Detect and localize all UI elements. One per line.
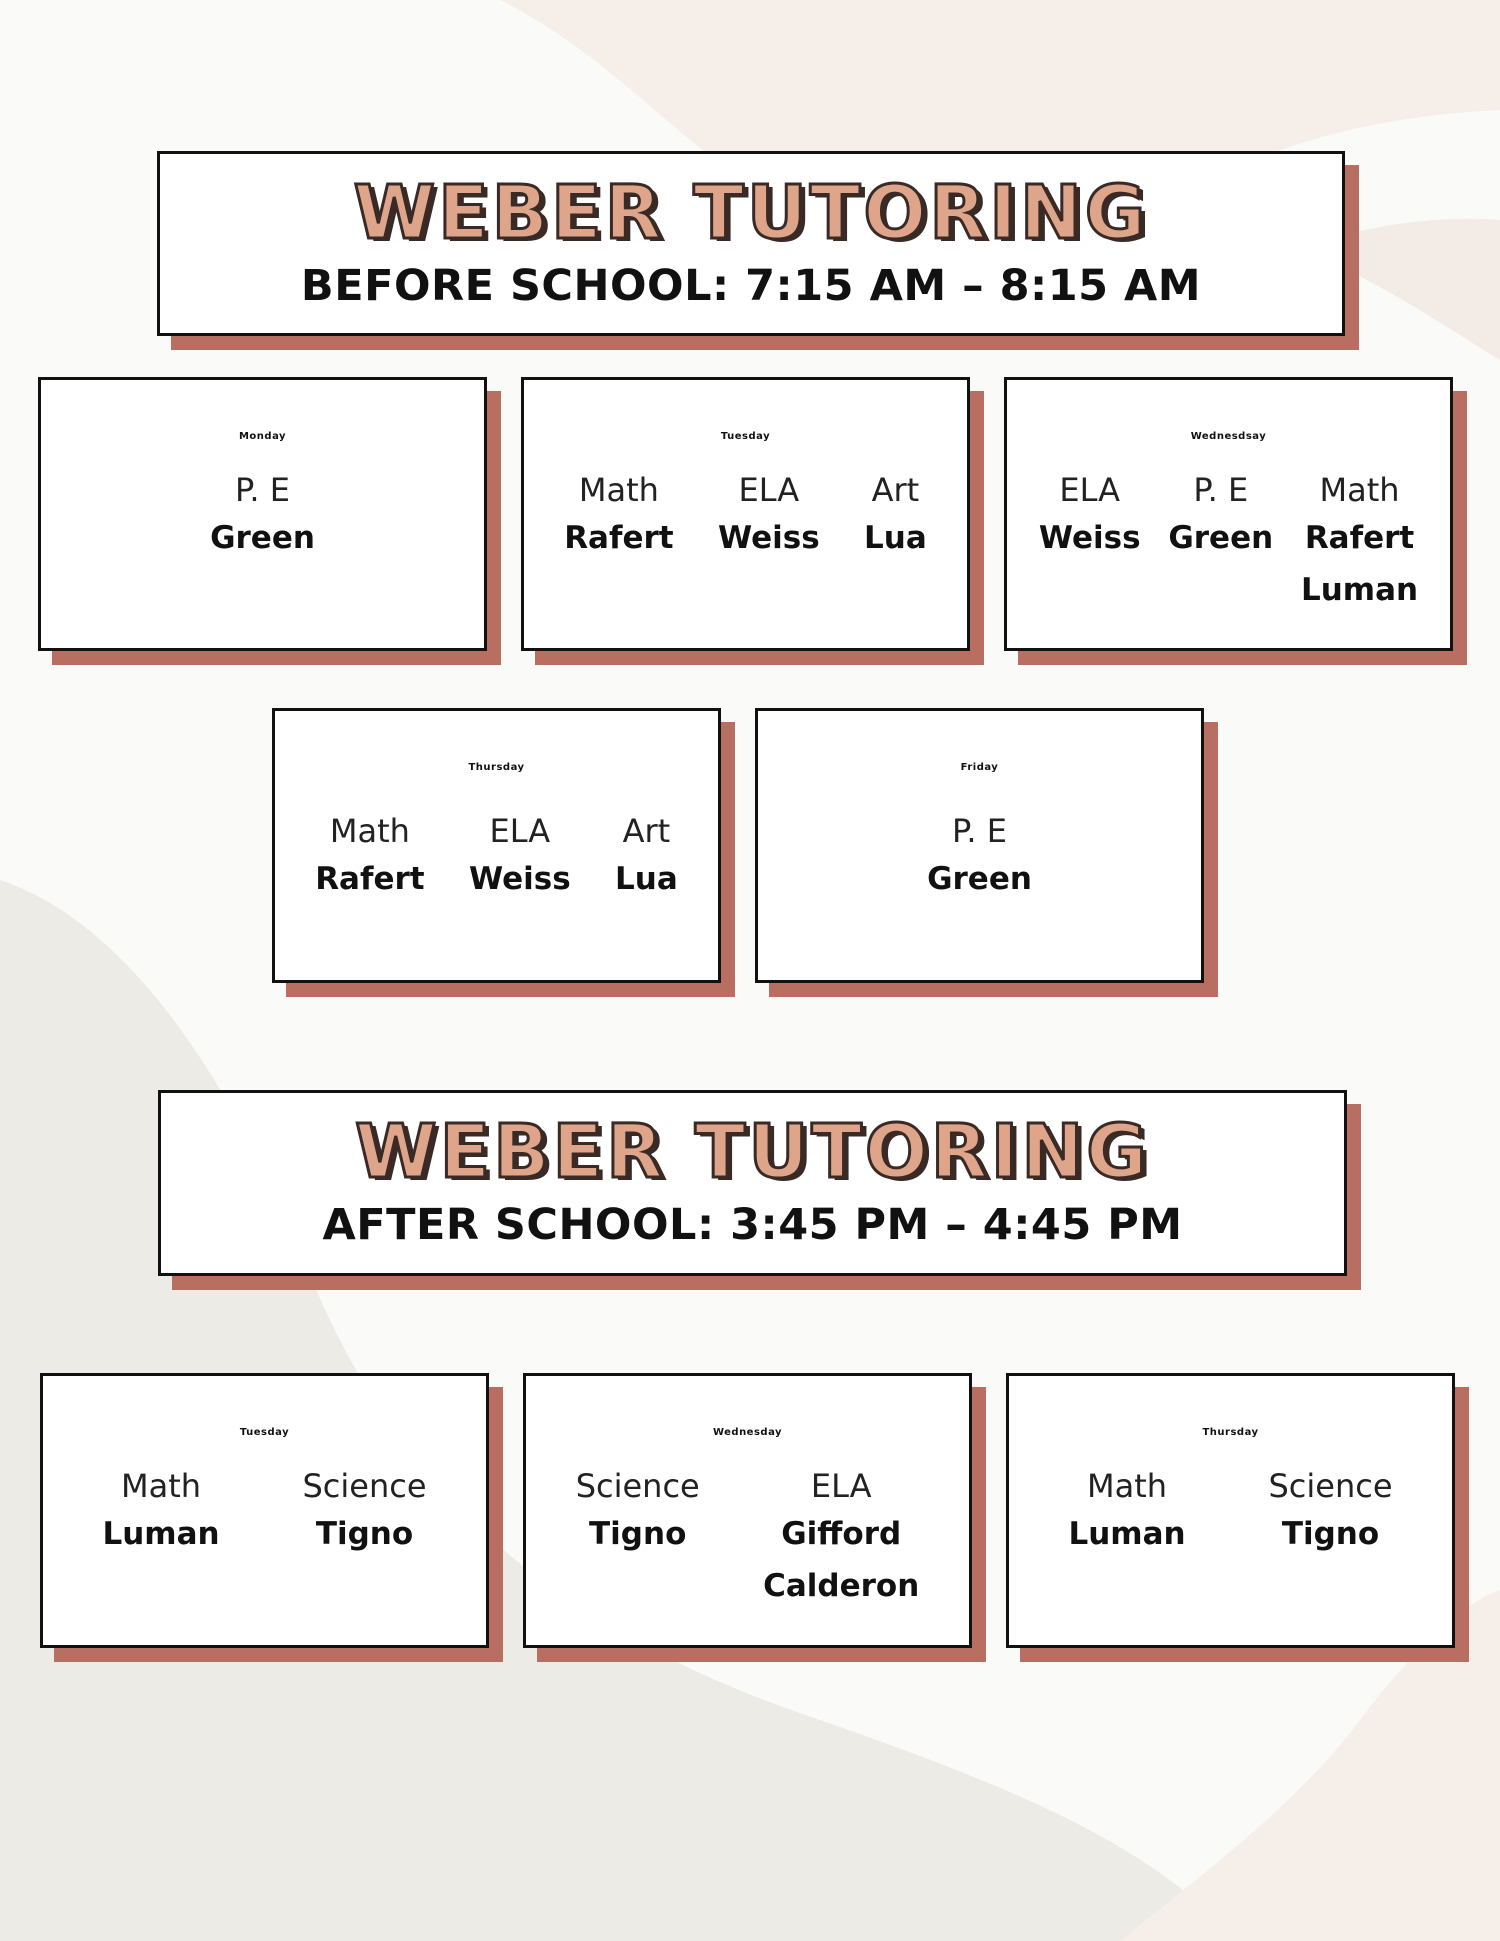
teacher-name: Luman	[102, 1516, 220, 1552]
teacher-name: Rafert	[564, 520, 674, 556]
teacher-name: Rafert	[1304, 520, 1415, 556]
session	[615, 809, 678, 905]
subject-label: Math	[329, 812, 410, 850]
subject-label: ELA	[810, 1467, 872, 1505]
teacher-name: Weiss	[1038, 520, 1141, 556]
subject-label: Art	[622, 812, 671, 850]
after-school-hours: AFTER SCHOOL: 3:45 PM – 4:45 PM	[322, 1200, 1183, 1250]
session	[102, 1464, 219, 1560]
subject-label: ELA	[489, 812, 551, 850]
teacher-name: Gifford	[781, 1516, 902, 1552]
day-card-monday	[38, 377, 487, 651]
session	[1039, 468, 1141, 616]
subject-label: ELA	[1059, 471, 1121, 509]
teacher-name: Green	[927, 861, 1032, 897]
session	[564, 468, 673, 564]
subject-label: Art	[871, 471, 920, 509]
teacher-name: Lua	[615, 861, 678, 897]
after-day-card-tuesday	[40, 1373, 489, 1648]
session	[302, 1464, 426, 1560]
teacher-name: Green	[210, 520, 315, 556]
day-title: Tuesday	[239, 1427, 290, 1438]
session	[1301, 468, 1418, 616]
subject-label: Math	[578, 471, 659, 509]
day-card-thursday	[272, 708, 721, 983]
day-title: Tuesday	[720, 431, 771, 442]
teacher-name: Weiss	[718, 520, 820, 556]
session	[1068, 1464, 1185, 1560]
teacher-name: Green	[1168, 520, 1274, 556]
teacher-name: Lua	[864, 520, 927, 556]
session	[763, 1464, 919, 1612]
subject-label: Science	[1268, 1467, 1393, 1505]
teacher-name: Luman	[1068, 1516, 1186, 1552]
session	[469, 809, 571, 905]
day-title: Wednesday	[712, 1427, 783, 1438]
subject-label: Science	[302, 1467, 427, 1505]
after-day-card-thursday	[1006, 1373, 1455, 1648]
subject-label: P. E	[235, 471, 290, 509]
session	[1268, 1464, 1392, 1560]
subject-label: P. E	[1193, 471, 1249, 509]
day-title: Monday	[238, 431, 287, 442]
teacher-name: Luman	[1300, 572, 1419, 608]
session	[576, 1464, 700, 1612]
day-title: Thursday	[468, 762, 525, 773]
session	[864, 468, 927, 564]
after-day-card-wednesday	[523, 1373, 972, 1648]
before-school-banner	[157, 151, 1345, 336]
subject-label: Math	[120, 1467, 202, 1505]
banner-title: WEBER TUTORING	[353, 170, 1149, 256]
session	[718, 468, 820, 564]
banner-title: WEBER TUTORING	[354, 1109, 1150, 1195]
session	[927, 809, 1032, 905]
before-school-hours: BEFORE SCHOOL: 7:15 AM – 8:15 AM	[300, 261, 1202, 311]
session	[315, 809, 424, 905]
day-title: Thursday	[1202, 1427, 1259, 1438]
day-title: Friday	[960, 762, 999, 773]
day-card-friday	[755, 708, 1204, 983]
subject-label: ELA	[738, 471, 800, 509]
day-title: Wednesdsay	[1190, 431, 1267, 442]
teacher-name: Tigno	[589, 1516, 687, 1552]
subject-label: P. E	[952, 812, 1007, 850]
subject-label: Math	[1319, 471, 1400, 509]
session	[210, 468, 315, 564]
teacher-name: Weiss	[469, 861, 571, 897]
teacher-name: Rafert	[315, 861, 425, 897]
session	[1168, 468, 1273, 616]
after-school-banner	[158, 1090, 1347, 1276]
subject-label: Math	[1086, 1467, 1168, 1505]
day-card-wednesday	[1004, 377, 1453, 651]
subject-label: Science	[575, 1467, 700, 1505]
day-card-tuesday	[521, 377, 970, 651]
teacher-name: Tigno	[315, 1516, 414, 1552]
teacher-name: Calderon	[763, 1568, 920, 1604]
teacher-name: Tigno	[1281, 1516, 1380, 1552]
